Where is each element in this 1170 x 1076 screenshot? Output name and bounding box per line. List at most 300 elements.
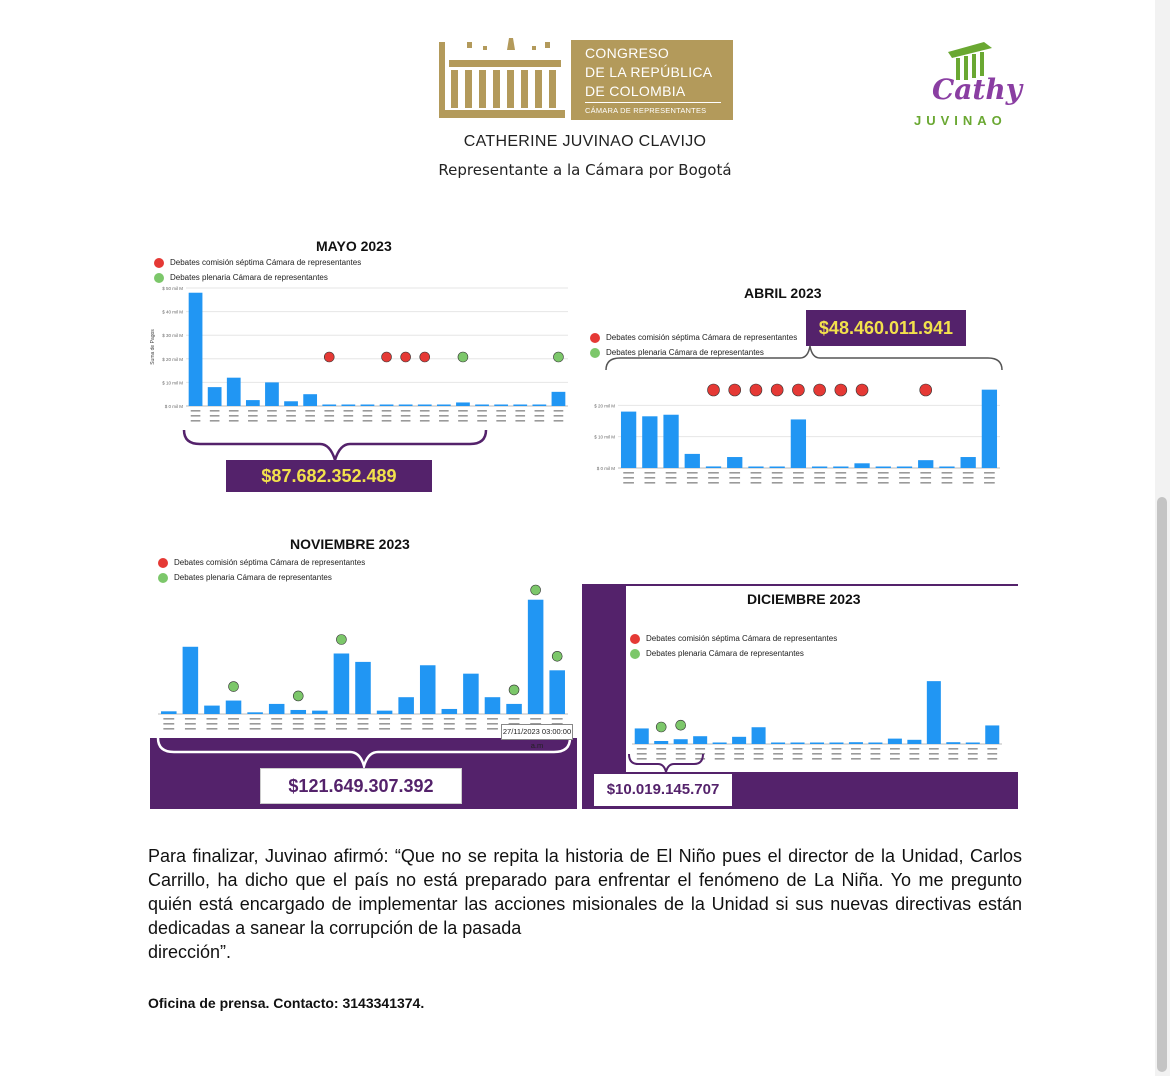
- x-tick-label: [293, 728, 304, 730]
- logo-subtitle: CÁMARA DE REPRESENTANTES: [585, 106, 707, 115]
- x-tick-label: [814, 477, 825, 479]
- x-tick-label: [948, 758, 958, 760]
- x-tick-label: [422, 728, 433, 730]
- bar: [771, 743, 785, 745]
- x-tick-label: [814, 482, 825, 484]
- y-tick-label: $ 30 mil M: [162, 333, 183, 339]
- commission-marker: [750, 384, 762, 396]
- x-tick-label: [267, 415, 277, 417]
- campaign-logo-word: Cathy: [932, 73, 1022, 106]
- x-tick-label: [248, 420, 258, 422]
- x-tick-label: [734, 748, 744, 750]
- bar: [442, 709, 458, 714]
- bar: [485, 697, 501, 714]
- x-tick-label: [344, 415, 354, 417]
- x-tick-label: [773, 748, 783, 750]
- bar: [868, 743, 882, 745]
- logo-line-1: CONGRESO: [585, 45, 670, 61]
- bar: [189, 293, 203, 406]
- total-noviembre: $121.649.307.392: [260, 768, 462, 804]
- x-tick-label: [708, 482, 719, 484]
- bar: [355, 662, 371, 714]
- x-tick-label: [963, 472, 974, 474]
- legend-plenary-label: Debates plenaria Cámara de representantes: [606, 348, 764, 358]
- plenary-marker: [336, 634, 346, 644]
- x-tick-label: [890, 753, 900, 755]
- x-tick-label: [358, 728, 369, 730]
- bar: [475, 405, 489, 407]
- x-tick-label: [644, 472, 655, 474]
- x-tick-label: [465, 728, 476, 730]
- x-tick-label: [751, 477, 762, 479]
- x-tick-label: [358, 723, 369, 725]
- bar: [334, 653, 350, 714]
- x-tick-label: [444, 718, 455, 720]
- x-tick-label: [422, 718, 433, 720]
- closing-paragraph-end: dirección”.: [148, 942, 232, 962]
- x-tick-label: [984, 477, 995, 479]
- commission-marker: [814, 384, 826, 396]
- x-tick-label: [382, 410, 392, 412]
- x-tick-label: [920, 482, 931, 484]
- x-tick-label: [344, 410, 354, 412]
- x-tick-label: [163, 728, 174, 730]
- commission-marker: [401, 352, 411, 362]
- x-tick-label: [929, 758, 939, 760]
- x-tick-label: [336, 728, 347, 730]
- x-tick-label: [734, 758, 744, 760]
- x-tick-label: [772, 482, 783, 484]
- x-tick-label: [554, 415, 564, 417]
- x-tick-label: [857, 472, 868, 474]
- x-tick-label: [773, 758, 783, 760]
- x-tick-label: [832, 748, 842, 750]
- x-tick-label: [835, 477, 846, 479]
- x-tick-label: [948, 753, 958, 755]
- x-tick-label: [754, 753, 764, 755]
- x-tick-label: [793, 477, 804, 479]
- x-tick-label: [515, 420, 525, 422]
- x-tick-label: [444, 723, 455, 725]
- legend-plenary-label: Debates plenaria Cámara de representantes: [170, 273, 328, 283]
- x-tick-label: [968, 753, 978, 755]
- y-tick-label: $ 20 mil M: [594, 403, 615, 409]
- x-tick-label: [250, 728, 261, 730]
- bar: [897, 467, 912, 469]
- x-tick-label: [772, 472, 783, 474]
- chart-title-noviembre: NOVIEMBRE 2023: [290, 536, 410, 552]
- x-tick-label: [751, 482, 762, 484]
- x-tick-label: [185, 723, 196, 725]
- x-tick-label: [871, 748, 881, 750]
- plenary-marker: [509, 685, 519, 695]
- x-tick-label: [401, 718, 412, 720]
- x-tick-label: [271, 728, 282, 730]
- x-tick-label: [871, 758, 881, 760]
- x-tick-label: [814, 472, 825, 474]
- commission-marker: [324, 352, 334, 362]
- plenary-marker: [531, 585, 541, 595]
- x-tick-label: [793, 748, 803, 750]
- chart-title-mayo: MAYO 2023: [316, 238, 392, 254]
- bar: [849, 742, 863, 744]
- x-tick-label: [305, 415, 315, 417]
- bar: [506, 704, 522, 714]
- x-tick-label: [929, 748, 939, 750]
- x-tick-label: [420, 415, 430, 417]
- bar: [748, 467, 763, 469]
- x-tick-label: [878, 482, 889, 484]
- bar: [907, 740, 921, 744]
- x-tick-label: [857, 482, 868, 484]
- bar: [854, 463, 869, 468]
- x-tick-label: [899, 482, 910, 484]
- bar: [420, 665, 436, 714]
- bar: [226, 701, 242, 714]
- x-tick-label: [420, 420, 430, 422]
- bar: [284, 401, 298, 406]
- x-tick-label: [324, 410, 334, 412]
- x-tick-label: [250, 718, 261, 720]
- x-tick-label: [465, 723, 476, 725]
- x-tick-label: [851, 748, 861, 750]
- bar: [532, 405, 546, 407]
- x-tick-label: [271, 718, 282, 720]
- x-tick-label: [191, 415, 201, 417]
- x-tick-label: [812, 753, 822, 755]
- x-tick-label: [229, 410, 239, 412]
- x-tick-label: [207, 718, 218, 720]
- x-tick-label: [554, 410, 564, 412]
- x-tick-label: [984, 472, 995, 474]
- x-tick-label: [890, 758, 900, 760]
- bar: [183, 647, 199, 714]
- x-tick-label: [942, 482, 953, 484]
- x-tick-label: [899, 477, 910, 479]
- x-tick-label: [248, 415, 258, 417]
- x-tick-label: [729, 482, 740, 484]
- bar: [727, 457, 742, 468]
- bar: [398, 697, 414, 714]
- x-tick-label: [729, 472, 740, 474]
- campaign-logo: [912, 40, 1030, 132]
- x-tick-label: [487, 723, 498, 725]
- total-abril: $48.460.011.941: [806, 310, 966, 346]
- x-tick-label: [857, 477, 868, 479]
- x-tick-label: [832, 758, 842, 760]
- x-tick-label: [267, 410, 277, 412]
- bar: [961, 457, 976, 468]
- x-tick-label: [623, 482, 634, 484]
- x-tick-label: [835, 482, 846, 484]
- plenary-dot-icon: [630, 649, 640, 659]
- legend-diciembre: [630, 634, 837, 664]
- bar: [685, 454, 700, 468]
- x-tick-label: [535, 420, 545, 422]
- x-tick-label: [987, 758, 997, 760]
- x-tick-label: [229, 420, 239, 422]
- total-mayo: $87.682.352.489: [226, 460, 432, 492]
- bar: [982, 390, 997, 468]
- bar: [918, 460, 933, 468]
- y-tick-label: $ 0 mil M: [596, 466, 615, 471]
- logo-divider: [585, 102, 721, 103]
- y-tick-label: $ 0 mil M: [164, 404, 183, 409]
- x-tick-label: [401, 415, 411, 417]
- plenary-marker: [552, 651, 562, 661]
- plenary-marker: [458, 352, 468, 362]
- x-tick-label: [185, 718, 196, 720]
- y-axis-label: Suma de Pagos: [150, 329, 156, 365]
- x-tick-label: [248, 410, 258, 412]
- x-tick-label: [336, 718, 347, 720]
- bar: [706, 466, 721, 468]
- congreso-logo-text: [571, 40, 733, 120]
- bar: [528, 600, 544, 714]
- chart-noviembre: [156, 584, 572, 738]
- x-tick-label: [477, 420, 487, 422]
- x-tick-label: [496, 415, 506, 417]
- legend-commission-label: Debates comisión séptima Cámara de representantes: [174, 558, 366, 568]
- x-tick-label: [729, 477, 740, 479]
- scrollbar-thumb[interactable]: [1157, 497, 1167, 1072]
- x-tick-label: [552, 718, 563, 720]
- brace-noviembre: [154, 736, 574, 770]
- x-tick-label: [929, 753, 939, 755]
- bar: [204, 706, 220, 714]
- logo-line-3: DE COLOMBIA: [585, 83, 686, 99]
- x-tick-label: [687, 477, 698, 479]
- x-tick-label: [229, 415, 239, 417]
- x-tick-label: [687, 482, 698, 484]
- bar: [621, 412, 636, 468]
- x-tick-label: [401, 420, 411, 422]
- y-tick-label: $ 10 mil M: [594, 434, 615, 440]
- x-tick-label: [379, 728, 390, 730]
- y-tick-label: $ 10 mil M: [162, 380, 183, 386]
- x-tick-label: [444, 728, 455, 730]
- bar: [888, 739, 902, 744]
- x-tick-label: [382, 420, 392, 422]
- bar: [713, 743, 727, 745]
- x-tick-label: [851, 753, 861, 755]
- x-tick-label: [987, 748, 997, 750]
- x-tick-label: [314, 718, 325, 720]
- bar: [399, 405, 413, 407]
- bar: [269, 704, 285, 714]
- campaign-logo-sub: JUVINAO: [914, 113, 1007, 128]
- bar: [663, 415, 678, 468]
- commission-marker: [835, 384, 847, 396]
- logo-line-2: DE LA REPÚBLICA: [585, 64, 713, 80]
- x-tick-label: [458, 415, 468, 417]
- x-tick-label: [496, 420, 506, 422]
- x-tick-label: [963, 482, 974, 484]
- x-tick-label: [210, 415, 220, 417]
- x-tick-label: [420, 410, 430, 412]
- bar: [770, 467, 785, 469]
- x-tick-label: [920, 477, 931, 479]
- bar: [927, 681, 941, 744]
- x-tick-label: [210, 410, 220, 412]
- bar: [812, 467, 827, 469]
- x-tick-label: [515, 415, 525, 417]
- x-tick-label: [968, 748, 978, 750]
- x-tick-label: [439, 415, 449, 417]
- legend-commission-label: Debates comisión séptima Cámara de representantes: [170, 258, 362, 268]
- x-tick-label: [293, 723, 304, 725]
- x-tick-label: [465, 718, 476, 720]
- x-tick-label: [942, 477, 953, 479]
- x-tick-label: [379, 723, 390, 725]
- x-tick-label: [715, 753, 725, 755]
- x-tick-label: [286, 420, 296, 422]
- bar: [642, 416, 657, 468]
- x-tick-label: [250, 723, 261, 725]
- bar: [810, 743, 824, 745]
- x-tick-label: [968, 758, 978, 760]
- total-diciembre: $10.019.145.707: [594, 774, 732, 806]
- bar: [227, 378, 241, 406]
- bar: [674, 739, 688, 744]
- x-tick-label: [987, 753, 997, 755]
- bar: [418, 405, 432, 407]
- bar: [939, 467, 954, 469]
- x-tick-label: [207, 728, 218, 730]
- x-tick-label: [363, 410, 373, 412]
- x-tick-label: [458, 420, 468, 422]
- commission-dot-icon: [630, 634, 640, 644]
- x-tick-label: [509, 718, 520, 720]
- bar: [208, 387, 222, 406]
- x-tick-label: [963, 477, 974, 479]
- legend-commission-label: Debates comisión séptima Cámara de representantes: [646, 634, 838, 644]
- chart-abril: [584, 356, 1004, 494]
- chart-title-abril: ABRIL 2023: [744, 285, 822, 301]
- x-tick-label: [477, 415, 487, 417]
- y-tick-label: $ 50 mil M: [162, 286, 183, 291]
- plenary-marker: [293, 691, 303, 701]
- x-tick-label: [909, 758, 919, 760]
- legend-plenary-label: Debates plenaria Cámara de representantes: [646, 649, 804, 659]
- x-tick-label: [695, 748, 705, 750]
- plenary-marker: [229, 682, 239, 692]
- x-tick-label: [812, 748, 822, 750]
- x-tick-label: [305, 410, 315, 412]
- commission-marker: [920, 384, 932, 396]
- x-tick-label: [666, 477, 677, 479]
- x-tick-label: [185, 728, 196, 730]
- x-tick-label: [496, 410, 506, 412]
- bar: [829, 743, 843, 745]
- x-tick-label: [401, 410, 411, 412]
- bar: [876, 467, 891, 469]
- x-tick-label: [656, 748, 666, 750]
- x-tick-label: [344, 420, 354, 422]
- x-tick-label: [871, 753, 881, 755]
- x-tick-label: [401, 723, 412, 725]
- x-tick-label: [363, 420, 373, 422]
- bar: [341, 405, 355, 407]
- y-tick-label: $ 20 mil M: [162, 356, 183, 362]
- chart-mayo: [146, 282, 576, 432]
- bar: [833, 467, 848, 469]
- bar: [635, 728, 649, 744]
- brace-mayo: [180, 428, 490, 464]
- x-tick-label: [623, 477, 634, 479]
- bar: [549, 670, 565, 714]
- bar: [654, 741, 668, 744]
- x-tick-label: [163, 723, 174, 725]
- x-tick-label: [487, 728, 498, 730]
- x-tick-label: [293, 718, 304, 720]
- x-tick-label: [715, 758, 725, 760]
- x-tick-label: [554, 420, 564, 422]
- x-tick-label: [644, 477, 655, 479]
- x-tick-label: [754, 748, 764, 750]
- x-tick-label: [515, 410, 525, 412]
- x-tick-label: [734, 753, 744, 755]
- chart-title-diciembre: DICIEMBRE 2023: [747, 591, 861, 607]
- x-tick-label: [286, 410, 296, 412]
- x-tick-label: [228, 718, 239, 720]
- x-tick-label: [899, 472, 910, 474]
- bar: [377, 711, 393, 714]
- x-tick-label: [835, 472, 846, 474]
- tooltip-noviembre: 27/11/2023 03:00:00 a.m: [501, 724, 573, 740]
- x-tick-label: [878, 477, 889, 479]
- x-tick-label: [666, 472, 677, 474]
- x-tick-label: [477, 410, 487, 412]
- commission-marker: [708, 384, 720, 396]
- bar: [312, 711, 328, 714]
- bar: [303, 394, 317, 406]
- representative-name: CATHERINE JUVINAO CLAVIJO: [463, 133, 707, 150]
- x-tick-label: [314, 723, 325, 725]
- x-tick-label: [382, 415, 392, 417]
- x-tick-label: [793, 482, 804, 484]
- x-tick-label: [623, 472, 634, 474]
- x-tick-label: [948, 748, 958, 750]
- bar: [732, 737, 746, 744]
- plenary-marker: [656, 722, 666, 732]
- x-tick-label: [422, 723, 433, 725]
- x-tick-label: [530, 718, 541, 720]
- x-tick-label: [314, 728, 325, 730]
- commission-marker: [856, 384, 868, 396]
- x-tick-label: [942, 472, 953, 474]
- bar: [985, 725, 999, 744]
- x-tick-label: [754, 758, 764, 760]
- x-tick-label: [984, 482, 995, 484]
- x-tick-label: [920, 472, 931, 474]
- x-tick-label: [228, 728, 239, 730]
- bar: [380, 405, 394, 407]
- x-tick-label: [890, 748, 900, 750]
- bar: [494, 405, 508, 407]
- commission-marker: [382, 352, 392, 362]
- x-tick-label: [267, 420, 277, 422]
- commission-marker: [771, 384, 783, 396]
- x-tick-label: [207, 723, 218, 725]
- bar: [437, 405, 451, 407]
- x-tick-label: [363, 415, 373, 417]
- bar: [456, 402, 470, 406]
- legend-commission-label: Debates comisión séptima Cámara de representantes: [606, 333, 798, 343]
- x-tick-label: [401, 728, 412, 730]
- x-tick-label: [191, 420, 201, 422]
- y-tick-label: $ 40 mil M: [162, 309, 183, 315]
